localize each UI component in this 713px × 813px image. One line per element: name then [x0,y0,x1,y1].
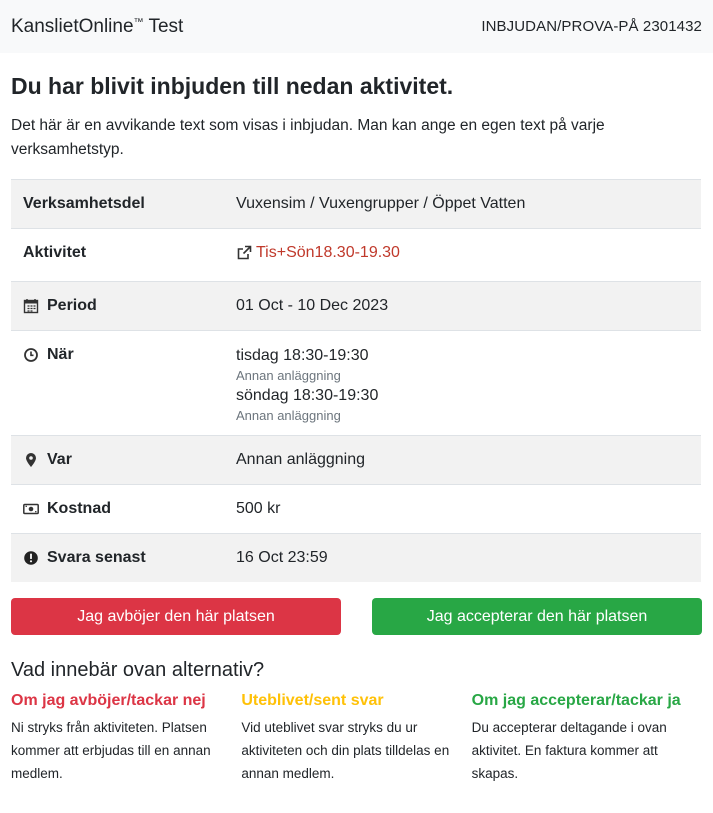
when-time-1: tisdag 18:30-19:30 [236,347,369,364]
verksamhetsdel-label-text: Verksamhetsdel [23,195,145,212]
table-row-var [11,436,701,485]
brand-name: KanslietOnline [11,15,134,37]
intro-text: Det här är en avvikande text som visas i inbjudan. Man kan ange en egen text på varje verksamhetstyp. [11,117,605,158]
main-content [0,72,713,785]
top-navbar [0,0,713,53]
invitation-details-table [11,179,701,582]
alternative-decline [11,692,241,785]
brand-trademark: ™ [133,16,144,28]
aktivitet-value-cell [224,229,701,282]
nar-label-text: När [47,346,74,363]
alternative-noshow [241,692,471,785]
table-row-period [11,282,701,331]
verksamhetsdel-value: Vuxensim / Vuxengrupper / Öppet Vatten [224,180,701,229]
alternative-accept-text: Du accepterar deltagande i ovan aktivitet. En faktura kommer att skapas. [471,720,667,781]
nar-value-cell [224,331,701,436]
brand-suffix: Test [148,15,184,37]
aktivitet-link-text: Tis+Sön18.30-19.30 [256,244,400,261]
alternative-accept [472,692,702,785]
calendar-icon [23,298,39,314]
invitation-reference: INBJUDAN/PROVA-PÅ 2301432 [481,18,702,35]
when-place-2: Annan anläggning [236,408,341,423]
clock-icon [23,347,39,363]
svara-label-text: Svara senast [47,549,146,566]
alternative-decline-title: Om jag avböjer/tackar nej [11,692,206,709]
aktivitet-label-text: Aktivitet [23,244,87,261]
nar-label [11,331,224,436]
kostnad-label [11,485,224,534]
table-row-kostnad [11,485,701,534]
alternative-noshow-title: Uteblivet/sent svar [241,692,384,709]
verksamhetsdel-label [11,180,224,229]
alternative-noshow-text: Vid uteblivet svar stryks du ur aktiviteten och din plats tilldelas en annan medlem. [241,720,450,781]
alternatives-title: Vad innebär ovan alternativ? [11,659,265,681]
kostnad-label-text: Kostnad [47,500,111,517]
action-buttons [11,598,702,635]
alternative-accept-title: Om jag accepterar/tackar ja [471,692,681,709]
svara-label [11,534,224,583]
aktivitet-label [11,229,224,282]
table-row-nar [11,331,701,436]
brand-title[interactable] [11,16,183,38]
external-link-icon [236,245,252,261]
period-value: 01 Oct - 10 Dec 2023 [224,282,701,331]
var-value: Annan anläggning [224,436,701,485]
period-label-text: Period [47,297,97,314]
page-title: Du har blivit inbjuden till nedan aktivitet. [11,73,454,99]
var-label [11,436,224,485]
var-label-text: Var [47,451,72,468]
money-icon [23,501,39,517]
svara-value: 16 Oct 23:59 [224,534,701,583]
map-marker-icon [23,452,39,468]
when-place-1: Annan anläggning [236,368,341,383]
alternative-decline-text: Ni stryks från aktiviteten. Platsen kommer att erbjudas till en annan medlem. [11,720,211,781]
when-time-2: söndag 18:30-19:30 [236,387,379,404]
decline-button[interactable]: Jag avböjer den här platsen [11,598,341,635]
alternatives-columns [11,692,702,785]
table-row-svara [11,534,701,583]
table-row-aktivitet [11,229,701,282]
accept-button[interactable]: Jag accepterar den här platsen [372,598,702,635]
period-label [11,282,224,331]
aktivitet-link[interactable] [236,243,400,263]
table-row-verksamhetsdel [11,180,701,229]
exclamation-circle-icon [23,550,39,566]
kostnad-value: 500 kr [224,485,701,534]
